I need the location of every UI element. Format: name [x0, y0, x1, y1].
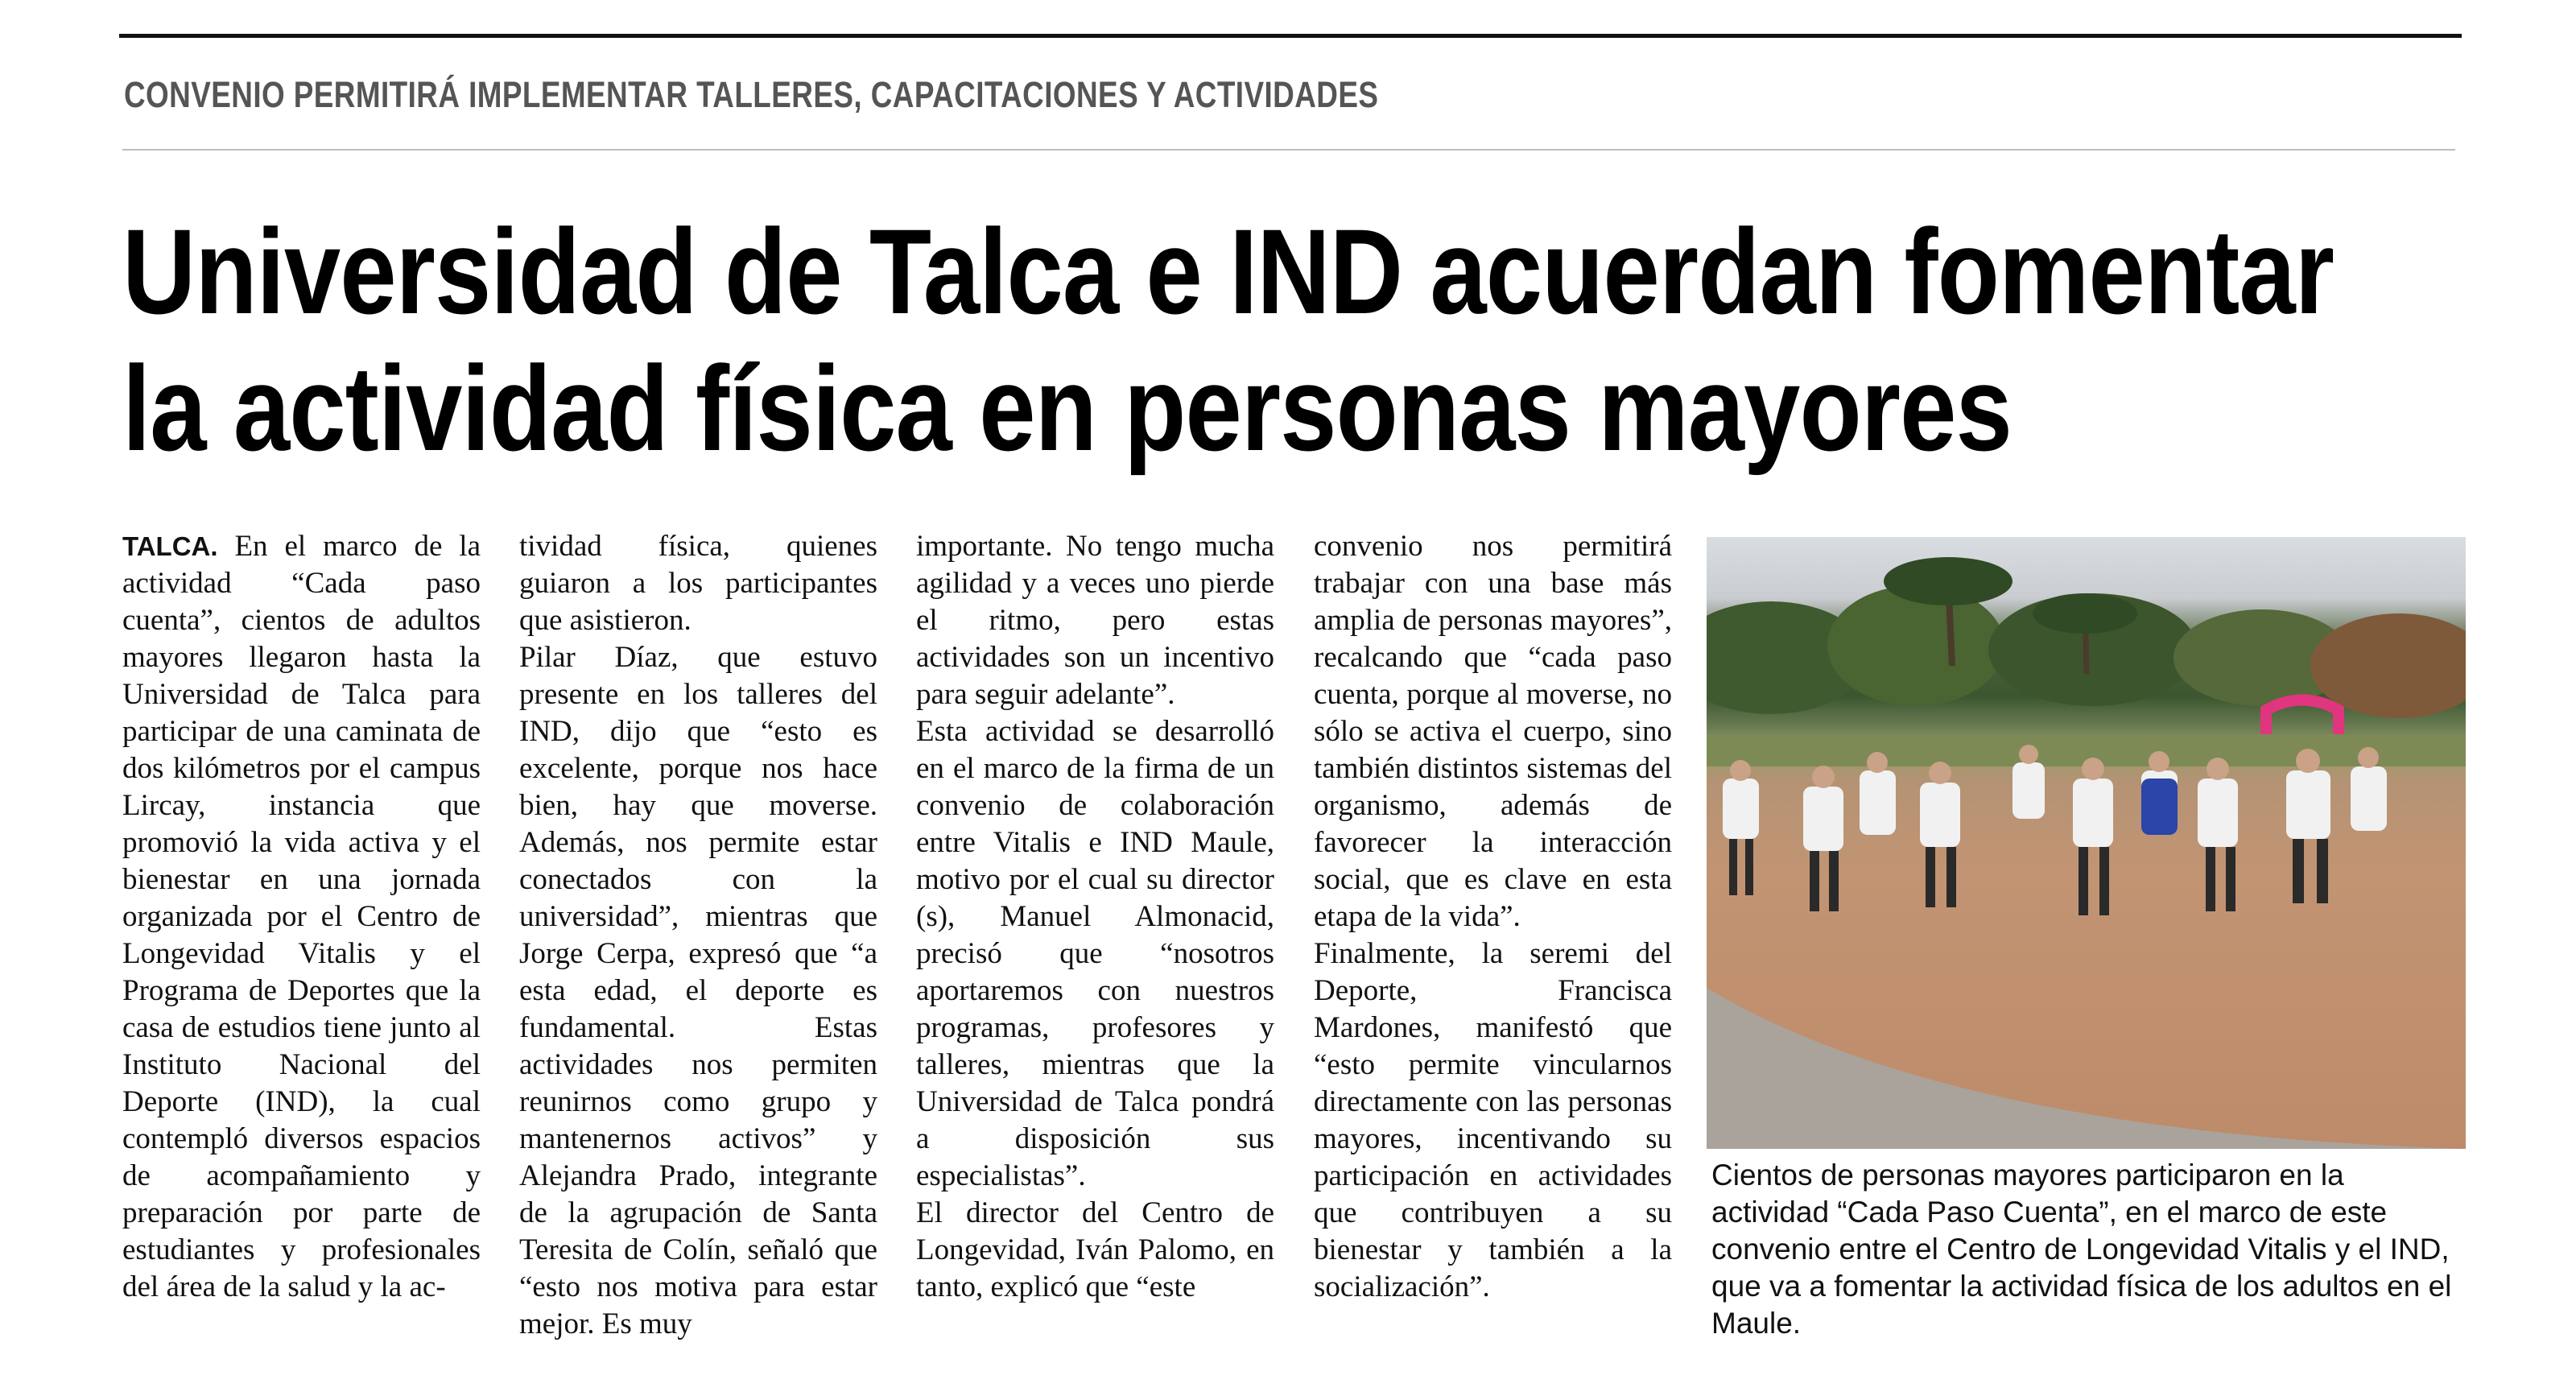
photo-caption: Cientos de personas mayores participaron en la actividad “Cada Paso Cuenta”, en el marco de este convenio entre el Centro de Longevidad Vitalis y el IND, que va a fomentar la actividad física de los adultos en el Maule.: [1711, 1159, 2452, 1340]
article-column-3: [916, 528, 1274, 1306]
article-column-4: [1314, 528, 1672, 1306]
kicker-rule: [122, 149, 2455, 151]
paragraph: tividad física, quienes guiaron a los participantes que asistieron.: [519, 530, 877, 637]
paragraph: [122, 528, 481, 1306]
headline-line-1: Universidad de Talca e IND acuerdan fomentar: [122, 204, 2334, 339]
paragraph: Pilar Díaz, que estuvo presente en los talleres del IND, dijo que “esto es excelente, porque nos hace bien, hay que moverse. Además, nos permite estar conectados con la universidad”, mientras que Jorge Cerpa, expresó que “a esta edad, el deporte es fundamental. Estas actividades nos permiten reunirnos como grupo y mantenernos activos” y Alejandra Prado, integrante de la agrupación de Santa Teresita de Colín, señaló que “esto nos motiva para estar mejor. Es muy: [519, 641, 877, 1340]
paragraph: El director del Centro de Longevidad, Iván Palomo, en tanto, explicó que “este: [916, 1196, 1274, 1303]
walker-blue-shirt: [2141, 779, 2178, 835]
paragraph: Finalmente, la seremi del Deporte, Francisca Mardones, manifestó que “esto permite vincularnos directamente con las personas mayores, incentivando su participación en actividades que contribuyen a su bienestar y también a la socialización”.: [1314, 937, 1672, 1303]
paragraph: importante. No tengo mucha agilidad y a veces uno pierde el ritmo, pero estas actividades son un incentivo para seguir adelante”.: [916, 530, 1274, 711]
photo-illustration: [1707, 537, 2466, 1149]
headline: [122, 203, 2427, 477]
paved-path: [1707, 988, 2466, 1149]
paragraph: convenio nos permitirá trabajar con una base más amplia de personas mayores”, recalcando que “cada paso cuenta, porque al moverse, no sólo se activa el cuerpo, sino también distintos sistemas del organismo, además de favorecer la interacción social, que es clave en esta etapa de la vida”.: [1314, 530, 1672, 933]
top-rule: [119, 34, 2462, 38]
headline-line-2: la actividad física en personas mayores: [122, 341, 2012, 476]
paragraph: Esta actividad se desarrolló en el marco de la firma de un convenio de colaboración entre Vitalis e IND Maule, motivo por el cual su director (s), Manuel Almonacid, precisó que “nosotros aportaremos con nuestros programas, profesores y talleres, mientras que la Universidad de Talca pondrá a disposición sus especialistas”.: [916, 715, 1274, 1192]
paragraph-text: En el marco de la actividad “Cada paso cuenta”, cientos de adultos mayores llegaron hasta la Universidad de Talca para participar de una caminata de dos kilómetros por el campus Lircay, instancia que promovió la vida activa y el bienestar en una jornada organizada por el Centro de Longevidad Vitalis y el Programa de Deportes que la casa de estudios tiene junto al Instituto Nacional del Deporte (IND), la cual contempló diversos espacios de acompañamiento y preparación por parte de estudiantes y profesionales del área de la salud y la ac-: [122, 530, 481, 1303]
article-column-2: [519, 528, 877, 1343]
kicker: CONVENIO PERMITIRÁ IMPLEMENTAR TALLERES, CAPACITACIONES Y ACTIVIDADES: [124, 74, 1379, 115]
tree: [1827, 585, 2004, 706]
palm-crown: [2033, 593, 2137, 634]
article-photo: [1707, 537, 2466, 1149]
article-column-1: [122, 528, 481, 1306]
palm-crown: [1884, 557, 2013, 605]
dateline: TALCA.: [122, 531, 218, 561]
